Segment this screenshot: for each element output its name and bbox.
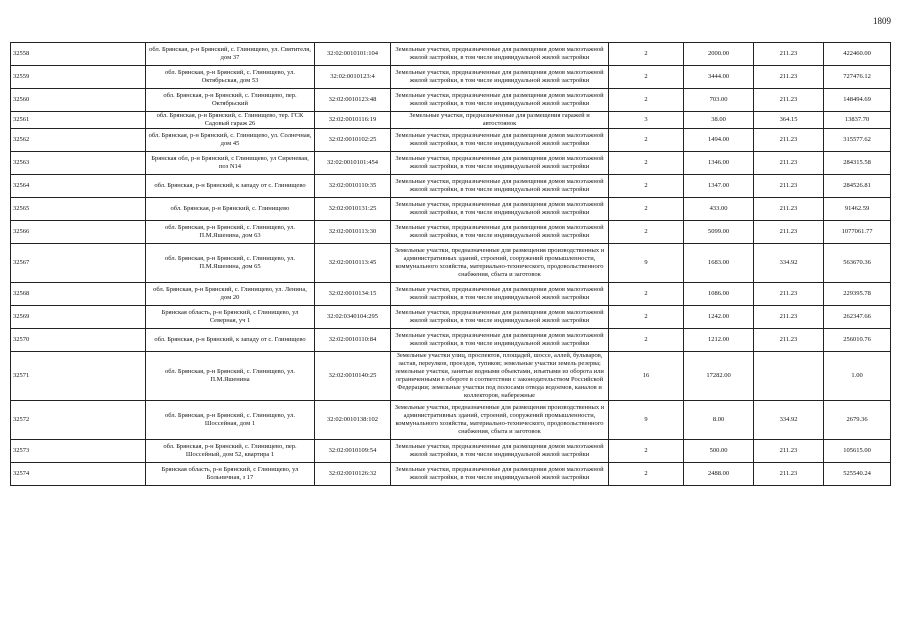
group-cell: 2 xyxy=(609,283,684,306)
table-body xyxy=(11,43,891,486)
cadastral-number-cell: 32:02:0010110:35 xyxy=(315,175,391,198)
group-cell: 2 xyxy=(609,463,684,486)
table-row xyxy=(11,306,891,329)
table-row xyxy=(11,440,891,463)
cadastral-number-cell: 32:02:0010138:102 xyxy=(315,401,391,440)
address-cell: обл. Брянская, р-н Брянский, к западу от с. Глинищево xyxy=(146,329,315,352)
area-cell: 17282.00 xyxy=(684,352,754,401)
address-cell: обл. Брянская, р-н Брянский, с. Глинищево, ул. Святителя, дом 37 xyxy=(146,43,315,66)
area-cell: 1347.00 xyxy=(684,175,754,198)
land-use-cell: Земельные участки, предназначенные для размещения домов малоэтажной жилой застройки, в том числе индивидуальной жилой застройки xyxy=(391,66,609,89)
area-cell: 703.00 xyxy=(684,89,754,112)
group-cell: 9 xyxy=(609,401,684,440)
cadastral-number-cell: 32:02:0010113:30 xyxy=(315,221,391,244)
area-cell: 1346.00 xyxy=(684,152,754,175)
table-row xyxy=(11,175,891,198)
row-number-cell: 32572 xyxy=(11,401,146,440)
rate-cell: 364.15 xyxy=(754,112,824,129)
address-cell: обл. Брянская, р-н Брянский, к западу от с. Глинищево xyxy=(146,175,315,198)
rate-cell: 211.23 xyxy=(754,89,824,112)
cadastral-number-cell: 32:02:0010126:32 xyxy=(315,463,391,486)
area-cell: 1683.00 xyxy=(684,244,754,283)
cadastral-number-cell: 32:02:0010123:4 xyxy=(315,66,391,89)
address-cell: обл. Брянская, р-н Брянский, с. Глинищево, ул. Солнечная, дом 45 xyxy=(146,129,315,152)
cadastral-number-cell: 32:02:0010101:454 xyxy=(315,152,391,175)
row-number-cell: 32565 xyxy=(11,198,146,221)
value-cell: 13837.70 xyxy=(824,112,891,129)
table-row xyxy=(11,352,891,401)
table-row xyxy=(11,89,891,112)
group-cell: 3 xyxy=(609,112,684,129)
group-cell: 2 xyxy=(609,221,684,244)
address-cell: Брянская обл, р-н Брянский, с Глинищево, ул Сиреневая, поз N14 xyxy=(146,152,315,175)
row-number-cell: 32562 xyxy=(11,129,146,152)
area-cell: 433.00 xyxy=(684,198,754,221)
value-cell: 284526.81 xyxy=(824,175,891,198)
address-cell: обл. Брянская, р-н Брянский, с. Глинищево, ул. Шоссейная, дом 1 xyxy=(146,401,315,440)
area-cell: 3444.00 xyxy=(684,66,754,89)
table-row xyxy=(11,283,891,306)
row-number-cell: 32561 xyxy=(11,112,146,129)
row-number-cell: 32558 xyxy=(11,43,146,66)
value-cell: 525540.24 xyxy=(824,463,891,486)
rate-cell: 211.23 xyxy=(754,329,824,352)
group-cell: 16 xyxy=(609,352,684,401)
cadastral-number-cell: 32:02:0010123:48 xyxy=(315,89,391,112)
table-row xyxy=(11,112,891,129)
area-cell: 2488.00 xyxy=(684,463,754,486)
rate-cell: 211.23 xyxy=(754,152,824,175)
value-cell: 284315.58 xyxy=(824,152,891,175)
land-use-cell: Земельные участки, предназначенные для размещения домов малоэтажной жилой застройки, в том числе индивидуальной жилой застройки xyxy=(391,283,609,306)
row-number-cell: 32570 xyxy=(11,329,146,352)
cadastral-number-cell: 32:02:0010110:84 xyxy=(315,329,391,352)
rate-cell: 211.23 xyxy=(754,43,824,66)
area-cell: 8.00 xyxy=(684,401,754,440)
row-number-cell: 32574 xyxy=(11,463,146,486)
cadastral-number-cell: 32:02:0010102:25 xyxy=(315,129,391,152)
land-use-cell: Земельные участки, предназначенные для размещения домов малоэтажной жилой застройки, в том числе индивидуальной жилой застройки xyxy=(391,306,609,329)
rate-cell xyxy=(754,352,824,401)
land-use-cell: Земельные участки, предназначенные для размещения домов малоэтажной жилой застройки, в том числе индивидуальной жилой застройки xyxy=(391,198,609,221)
address-cell: обл. Брянская, р-н Брянский, с. Глинищево, ул. П.М.Яшенина, дом 65 xyxy=(146,244,315,283)
rate-cell: 211.23 xyxy=(754,463,824,486)
address-cell: обл. Брянская, р-н Брянский, с. Глинищево, ул. П.М.Яшенина, дом 63 xyxy=(146,221,315,244)
value-cell: 727476.12 xyxy=(824,66,891,89)
area-cell: 1086.00 xyxy=(684,283,754,306)
row-number-cell: 32560 xyxy=(11,89,146,112)
page-number: 1809 xyxy=(873,16,891,26)
land-use-cell: Земельные участки, предназначенные для размещения домов малоэтажной жилой застройки, в том числе индивидуальной жилой застройки xyxy=(391,463,609,486)
cadastral-number-cell: 32:02:0010113:45 xyxy=(315,244,391,283)
row-number-cell: 32559 xyxy=(11,66,146,89)
area-cell: 2000.00 xyxy=(684,43,754,66)
value-cell: 315577.62 xyxy=(824,129,891,152)
row-number-cell: 32567 xyxy=(11,244,146,283)
value-cell: 422460.00 xyxy=(824,43,891,66)
table-row xyxy=(11,401,891,440)
address-cell: Брянская область, р-н Брянский, с Глинищево, ул Больничная, з 17 xyxy=(146,463,315,486)
row-number-cell: 32566 xyxy=(11,221,146,244)
land-use-cell: Земельные участки, предназначенные для размещения домов малоэтажной жилой застройки, в том числе индивидуальной жилой застройки xyxy=(391,329,609,352)
land-use-cell: Земельные участки, предназначенные для размещения производственных и административных зданий, строений, сооружений промышленности, коммунального хозяйства, материально-технического, продовольственного снабжения, сбыта и заготовок xyxy=(391,401,609,440)
land-use-cell: Земельные участки, предназначенные для размещения домов малоэтажной жилой застройки, в том числе индивидуальной жилой застройки xyxy=(391,129,609,152)
group-cell: 2 xyxy=(609,175,684,198)
area-cell: 500.00 xyxy=(684,440,754,463)
value-cell: 256010.76 xyxy=(824,329,891,352)
row-number-cell: 32568 xyxy=(11,283,146,306)
group-cell: 2 xyxy=(609,306,684,329)
land-use-cell: Земельные участки улиц, проспектов, площадей, шоссе, аллей, бульваров, застав, переулков, проездов, тупиков; земельные участки земель резерва; земельные участки, занятые водными объектами, изъятыми из оборота или ограниченными в обороте в соответствии с законодательством Российской Федерации; земельные участки под полосами отвода водоемов, каналов и коллекторов, набережные xyxy=(391,352,609,401)
rate-cell: 211.23 xyxy=(754,283,824,306)
table-row xyxy=(11,463,891,486)
cadastral-number-cell: 32:02:0010131:25 xyxy=(315,198,391,221)
rate-cell: 211.23 xyxy=(754,198,824,221)
land-use-cell: Земельные участки, предназначенные для размещения домов малоэтажной жилой застройки, в том числе индивидуальной жилой застройки xyxy=(391,152,609,175)
land-use-cell: Земельные участки, предназначенные для размещения домов малоэтажной жилой застройки, в том числе индивидуальной жилой застройки xyxy=(391,440,609,463)
area-cell: 1242.00 xyxy=(684,306,754,329)
row-number-cell: 32563 xyxy=(11,152,146,175)
cadastral-value-table xyxy=(10,42,891,486)
cadastral-number-cell: 32:02:0010109:54 xyxy=(315,440,391,463)
table-row xyxy=(11,329,891,352)
table-row xyxy=(11,221,891,244)
value-cell: 262347.66 xyxy=(824,306,891,329)
value-cell: 1.00 xyxy=(824,352,891,401)
land-use-cell: Земельные участки, предназначенные для размещения домов малоэтажной жилой застройки, в том числе индивидуальной жилой застройки xyxy=(391,89,609,112)
rate-cell: 211.23 xyxy=(754,129,824,152)
group-cell: 2 xyxy=(609,152,684,175)
value-cell: 91462.59 xyxy=(824,198,891,221)
cadastral-number-cell: 32:02:0010101:104 xyxy=(315,43,391,66)
value-cell: 2679.36 xyxy=(824,401,891,440)
row-number-cell: 32564 xyxy=(11,175,146,198)
value-cell: 229395.78 xyxy=(824,283,891,306)
address-cell: обл. Брянская, р-н Брянский, с. Глинищево, тер. ГСК Садовый гараж 26 xyxy=(146,112,315,129)
cadastral-number-cell: 32:02:0010140:25 xyxy=(315,352,391,401)
cadastral-number-cell: 32:02:0340104:295 xyxy=(315,306,391,329)
group-cell: 2 xyxy=(609,89,684,112)
land-use-cell: Земельные участки, предназначенные для размещения гаражей и автостоянок xyxy=(391,112,609,129)
rate-cell: 334.92 xyxy=(754,244,824,283)
table-row xyxy=(11,152,891,175)
land-use-cell: Земельные участки, предназначенные для размещения производственных и административных зданий, строений, сооружений промышленности, коммунального хозяйства, материально-технического, продовольственного снабжения, сбыта и заготовок xyxy=(391,244,609,283)
address-cell: обл. Брянская, р-н Брянский, с. Глинищево, ул. Октябрьская, дом 53 xyxy=(146,66,315,89)
table-row xyxy=(11,129,891,152)
address-cell: обл. Брянская, р-н Брянский, с. Глинищево, пер. Шоссейный, дом 52, квартира 1 xyxy=(146,440,315,463)
table-row xyxy=(11,244,891,283)
area-cell: 1494.00 xyxy=(684,129,754,152)
address-cell: обл. Брянская, р-н Брянский, с. Глинищево, ул. П.М.Яшенина xyxy=(146,352,315,401)
group-cell: 9 xyxy=(609,244,684,283)
row-number-cell: 32573 xyxy=(11,440,146,463)
rate-cell: 211.23 xyxy=(754,440,824,463)
rate-cell: 211.23 xyxy=(754,306,824,329)
table-row xyxy=(11,43,891,66)
row-number-cell: 32571 xyxy=(11,352,146,401)
group-cell: 2 xyxy=(609,129,684,152)
area-cell: 38.00 xyxy=(684,112,754,129)
land-use-cell: Земельные участки, предназначенные для размещения домов малоэтажной жилой застройки, в том числе индивидуальной жилой застройки xyxy=(391,175,609,198)
value-cell: 1077061.77 xyxy=(824,221,891,244)
row-number-cell: 32569 xyxy=(11,306,146,329)
land-use-cell: Земельные участки, предназначенные для размещения домов малоэтажной жилой застройки, в том числе индивидуальной жилой застройки xyxy=(391,43,609,66)
table-row xyxy=(11,66,891,89)
cadastral-number-cell: 32:02:0010116:19 xyxy=(315,112,391,129)
cadastral-number-cell: 32:02:0010134:15 xyxy=(315,283,391,306)
rate-cell: 211.23 xyxy=(754,66,824,89)
address-cell: обл. Брянская, р-н Брянский, с. Глинищево xyxy=(146,198,315,221)
land-use-cell: Земельные участки, предназначенные для размещения домов малоэтажной жилой застройки, в том числе индивидуальной жилой застройки xyxy=(391,221,609,244)
group-cell: 2 xyxy=(609,329,684,352)
area-cell: 5099.00 xyxy=(684,221,754,244)
value-cell: 563670.36 xyxy=(824,244,891,283)
group-cell: 2 xyxy=(609,43,684,66)
rate-cell: 334.92 xyxy=(754,401,824,440)
table-row xyxy=(11,198,891,221)
value-cell: 148494.69 xyxy=(824,89,891,112)
address-cell: обл. Брянская, р-н Брянский, с. Глинищево, пер. Октябрьский xyxy=(146,89,315,112)
address-cell: обл. Брянская, р-н Брянский, с. Глинищево, ул. Ленина, дом 20 xyxy=(146,283,315,306)
area-cell: 1212.00 xyxy=(684,329,754,352)
group-cell: 2 xyxy=(609,440,684,463)
rate-cell: 211.23 xyxy=(754,175,824,198)
group-cell: 2 xyxy=(609,66,684,89)
group-cell: 2 xyxy=(609,198,684,221)
address-cell: Брянская область, р-н Брянский, с Глинищево, ул Северная, уч 1 xyxy=(146,306,315,329)
value-cell: 105615.00 xyxy=(824,440,891,463)
rate-cell: 211.23 xyxy=(754,221,824,244)
